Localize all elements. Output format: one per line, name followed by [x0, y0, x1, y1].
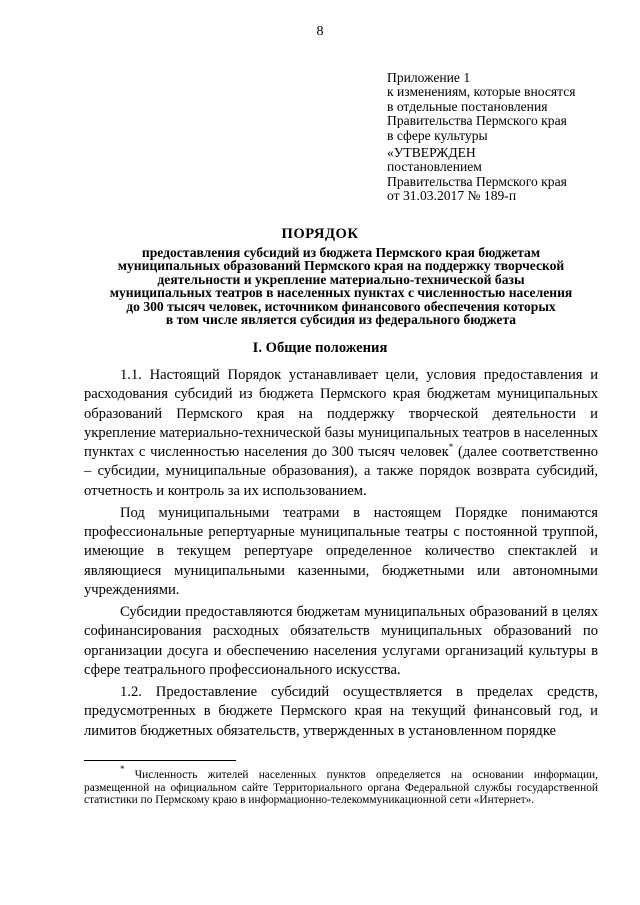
page-number: 8: [316, 24, 324, 39]
approval-line: от 31.03.2017 № 189-п: [387, 188, 517, 204]
subtitle-line: деятельности и укрепление материально-технической базы: [157, 271, 525, 287]
footnote-reference[interactable]: *: [448, 442, 454, 453]
appendix-block: [387, 71, 612, 143]
subtitle-line: муниципальных образований Пермского края на поддержку творческой: [117, 258, 565, 274]
appendix-line: Правительства Пермского края: [387, 113, 567, 129]
body-text: [84, 366, 598, 744]
paragraph-subsidies-purpose: Субсидии предоставляются бюджетам муниципальных образований в целях софинансирования расходных обязательств муниципальных образований по организации досуга и обеспечению населения услугами организаций культуры в сфере театрального профессионального искусства.: [84, 604, 598, 679]
document-title: ПОРЯДОК: [281, 226, 359, 242]
approval-line: постановлением: [387, 159, 482, 175]
subtitle-line: муниципальных театров в населенных пунктах с численностью населения: [109, 285, 573, 301]
appendix-line: к изменениям, которые вносятся: [387, 84, 576, 100]
approval-block: [387, 146, 612, 204]
appendix-line: в отдельные постановления: [387, 98, 548, 114]
footnote-text: Численность жителей населенных пунктов определяется на основании информации, размещенной на официальном сайте Территориального органа Федеральной службы государственной статистики по Пермскому краю в информационно-телекоммуникационной сети «Интернет».: [84, 769, 598, 807]
paragraph-1-1: [84, 366, 598, 501]
document-subtitle: [84, 246, 598, 326]
paragraph-text: (далее соответственно – субсидии, муниципальные образования), а также порядок возврата субсидий, отчетность и контроль за их использованием.: [84, 444, 598, 499]
section-heading: I. Общие положения: [252, 340, 388, 356]
appendix-line: Приложение 1: [387, 70, 471, 85]
appendix-line: в сфере культуры: [387, 127, 488, 143]
paragraph-text: 1.1. Настоящий Порядок устанавливает цели, условия предоставления и расходования субсидий из бюджета Пермского края бюджетам муниципальных образований Пермского края на поддержку творческой деятельности и укрепление материально-технической базы муниципальных театров в населенных пунктах с численностью населения до 300 тысяч человек: [84, 367, 598, 461]
paragraph-1-2: 1.2. Предоставление субсидий осуществляется в пределах средств, предусмотренных в бюджете Пермского края на текущий финансовый год, и лимитов бюджетных обязательств, утвержденных в установленном порядке: [84, 684, 598, 739]
approval-line: «УТВЕРЖДЕН: [387, 145, 476, 160]
paragraph-theatres-definition: Под муниципальными театрами в настоящем Порядке понимаются профессиональные репертуарные муниципальные театры с постоянной труппой, имеющие в текущем репертуаре определенное количество спектаклей и являющиеся муниципальными казенными, бюджетными или автономными учреждениями.: [84, 504, 598, 599]
approval-line: Правительства Пермского края: [387, 173, 567, 189]
subtitle-line: до 300 тысяч человек, источником финансового обеспечения которых: [126, 298, 556, 314]
footnote: [84, 764, 598, 807]
footnote-divider: [84, 760, 236, 761]
footnote-mark: *: [120, 764, 125, 774]
subtitle-line: предоставления субсидий из бюджета Пермского края бюджетам: [141, 245, 541, 260]
subtitle-line: в том числе является субсидия из федерального бюджета: [165, 312, 517, 328]
